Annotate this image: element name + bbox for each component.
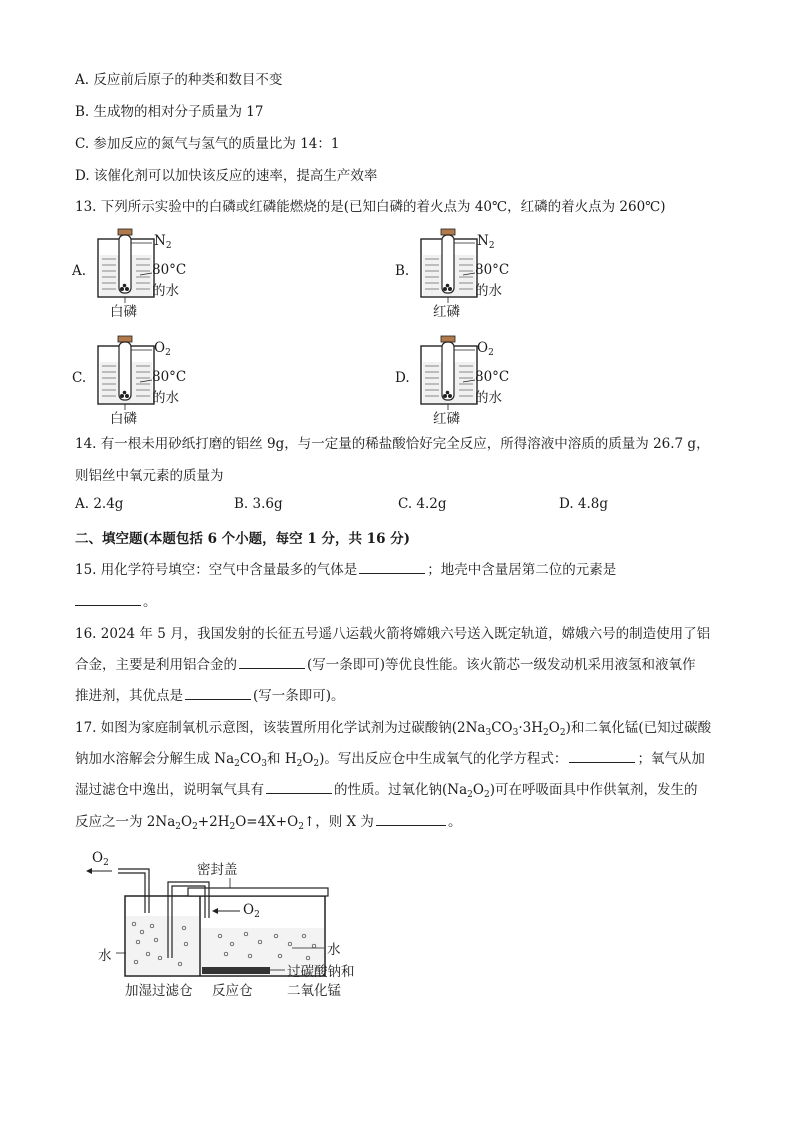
q17-line1: 17. 如图为家庭制氧机示意图，该装置所用化学试剂为过碳酸钠$(2Na_3CO_3\cdot 3H_2O_2)$和二氧化锰(已知过碳酸 (75, 720, 712, 738)
q14-option-b: B. 3.6g (234, 496, 283, 512)
q17-t4e: ↑，则 X 为 (303, 814, 374, 830)
water-label: 的水 (475, 390, 502, 406)
water-left-label: 水 (98, 948, 112, 964)
q12-option-c: C. 参加反应的氮气与氢气的质量比为 14：1 (75, 136, 340, 152)
water-label: 的水 (152, 390, 179, 406)
reaction-chamber-label: 反应仓 (212, 983, 253, 999)
q17-line3: 湿过滤仓中逸出，说明氧气具有 的性质。过氧化钠$(Na_2O_2)$可在呼吸面具中作供氧剂，发生的 (75, 782, 698, 800)
q12-option-d: D. 该催化剂可以加快该反应的速率，提高生产效率 (75, 168, 378, 184)
q17-t2c: 和 H (267, 751, 297, 767)
q14-stem-line2: 则铝丝中氧元素的质量为 (75, 468, 224, 484)
q14-option-a: A. 2.4g (75, 496, 124, 512)
q17-t4f: 。 (447, 814, 462, 830)
phosphorus-label: 白磷 (110, 411, 137, 427)
phosphorus-label: 红磷 (433, 304, 460, 320)
q17-t2f: ；氧气从加 (637, 751, 705, 767)
gas-label: $O_2$ (154, 340, 171, 358)
water-label: 的水 (475, 283, 502, 299)
q17-t2b: CO (239, 751, 262, 767)
temperature-label: 80°C (475, 262, 510, 278)
q17-t1a: 17. 如图为家庭制氧机示意图，该装置所用化学试剂为过碳酸钠(2Na (75, 720, 486, 736)
option-letter: B. (395, 263, 410, 279)
temperature-label: 80°C (152, 369, 187, 385)
q13-option-b-diagram (395, 225, 535, 320)
water-label: 的水 (152, 283, 179, 299)
temperature-label: 80°C (475, 369, 510, 385)
q13-option-c-diagram (72, 332, 212, 427)
q17-blank-3[interactable] (376, 812, 446, 826)
q14-stem-line1: 14. 有一根未用砂纸打磨的铝丝 9g，与一定量的稀盐酸恰好完全反应，所得溶液中溶质的质量为 26.7 g， (75, 436, 710, 452)
q16-line2 (75, 653, 696, 673)
gas-label: $O_2$ (477, 340, 494, 358)
q17-line4: 反应之一为 $2Na_2O_2+2H_2O=4X+O_2↑$，则 X 为 。 (75, 814, 462, 832)
q17-t4b: O (180, 814, 193, 830)
q17-t3b: 的性质。过氧化钠(Na (334, 782, 468, 798)
q12-option-a: A. 反应前后原子的种类和数目不变 (75, 72, 283, 88)
q17-blank-2[interactable] (266, 780, 332, 794)
q17-t4a: 反应之一为 2Na (75, 814, 176, 830)
q16-blank-2[interactable] (185, 686, 251, 700)
q15-line2 (75, 590, 157, 610)
q12-option-b: B. 生成物的相对分子质量为 17 (75, 104, 264, 120)
q16-blank-1[interactable] (239, 655, 305, 669)
q17-t1c: ·3H (518, 720, 544, 736)
q17-t4d: O=4X+O (235, 814, 299, 830)
q15-text2: ；地壳中含量居第二位的元素是 (427, 562, 617, 578)
q15-blank-2[interactable] (75, 592, 141, 606)
q15-end: 。 (143, 594, 157, 610)
q17-t1d: O (548, 720, 560, 736)
q17-t3d: )可在呼吸面具中作供氧剂，发生的 (489, 782, 698, 798)
gas-label: $N_2$ (477, 233, 495, 251)
reagent-label-2: 二氧化锰 (287, 983, 341, 999)
q17-t1e: )和二氧化锰(已知过碳酸 (565, 720, 712, 736)
q13-stem: 13. 下列所示实验中的白磷或红磷能燃烧的是(已知白磷的着火点为 40℃，红磷的着火点为 260℃) (75, 199, 666, 215)
q16-text3a: 推进剂，其优点是 (75, 688, 183, 704)
q16-line1: 16. 2024 年 5 月，我国发射的长征五号遥八运载火箭将嫦娥六号送入既定轨道，嫦娥六号的制造使用了铝 (75, 626, 711, 642)
seal-lid-label: 密封盖 (197, 862, 238, 878)
o2-outlet-label: $O_2$ (92, 850, 109, 868)
q15-text1: 15. 用化学符号填空：空气中含量最多的气体是 (75, 562, 358, 578)
q14-option-c: C. 4.2g (398, 496, 447, 512)
q15-line1 (75, 558, 616, 578)
option-letter: C. (72, 370, 87, 386)
q17-t2e: )。写出反应仓中生成氧气的化学方程式： (319, 751, 568, 767)
phosphorus-label: 红磷 (433, 411, 460, 427)
q17-t3c: O (472, 782, 484, 798)
option-letter: D. (395, 370, 410, 386)
humidifier-chamber-label: 加湿过滤仓 (125, 983, 193, 999)
q17-t3a: 湿过滤仓中逸出，说明氧气具有 (75, 782, 264, 798)
q16-text2a: 合金，主要是利用铝合金的 (75, 657, 237, 673)
q15-blank-1[interactable] (359, 560, 425, 574)
q17-blank-1[interactable] (569, 749, 635, 763)
section-title: 二、填空题(本题包括 6 个小题，每空 1 分，共 16 分) (75, 531, 411, 547)
oxygen-generator-diagram (80, 850, 380, 1008)
q16-text3b: (写一条即可)。 (253, 688, 345, 704)
reagent-label-1: 过碳酸钠和 (287, 964, 355, 980)
q17-t4c: +2H (197, 814, 230, 830)
q17-t2d: O (302, 751, 314, 767)
q16-text2b: (写一条即可)等优良性能。该火箭芯一级发动机采用液氢和液氧作 (307, 657, 696, 673)
q17-t2a: 钠加水溶解会分解生成 Na (75, 751, 235, 767)
q13-option-a-diagram (72, 225, 212, 320)
q17-line2: 钠加水溶解会分解生成 $Na_2CO_3$和 $H_2O_2$)。写出反应仓中生成氧气的化学方程式： ；氧气从加 (75, 751, 705, 769)
water-right-label: 水 (327, 942, 341, 958)
q13-option-d-diagram (395, 332, 535, 427)
phosphorus-label: 白磷 (110, 304, 137, 320)
temperature-label: 80°C (152, 262, 187, 278)
gas-label: $N_2$ (154, 233, 172, 251)
q14-option-d: D. 4.8g (559, 496, 609, 512)
o2-inlet-label: $O_2$ (243, 902, 260, 920)
q16-line3 (75, 684, 345, 704)
option-letter: A. (72, 263, 87, 279)
